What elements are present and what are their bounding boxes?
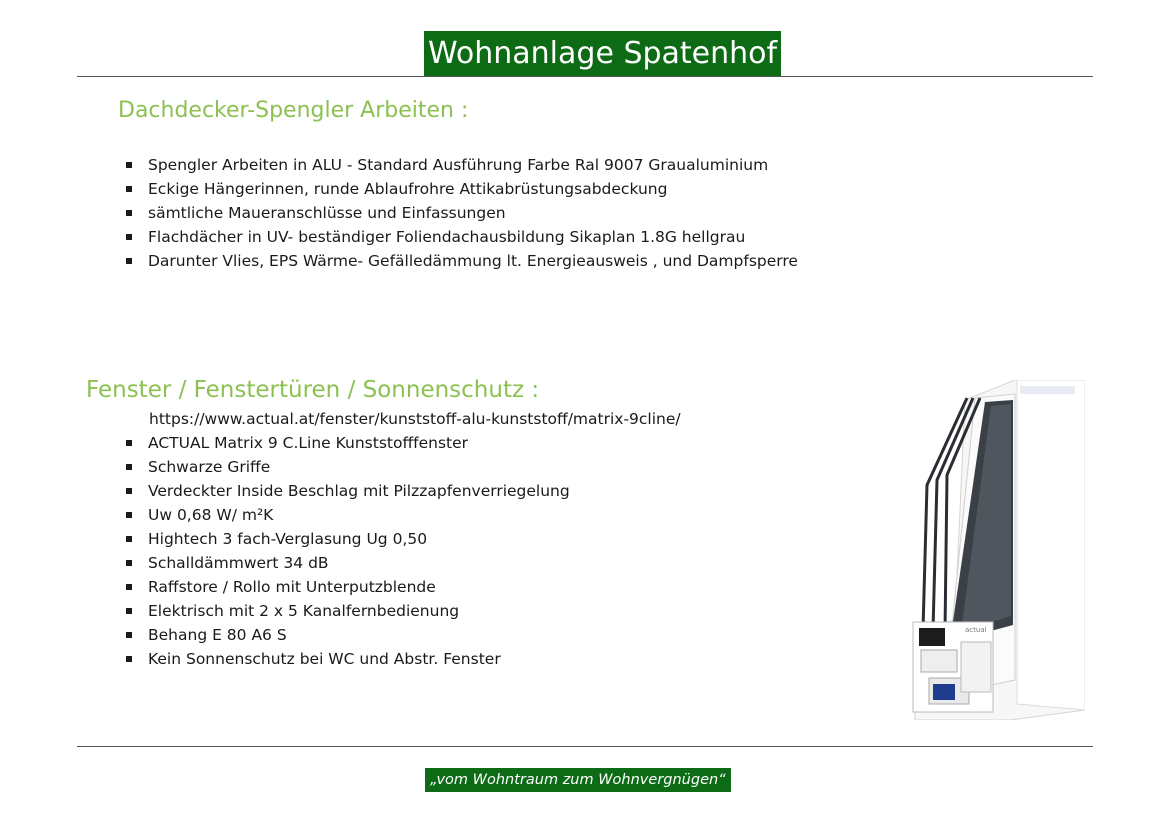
list-item: Elektrisch mit 2 x 5 Kanalfernbedienung	[123, 599, 570, 623]
list-item: sämtliche Maueranschlüsse und Einfassungen	[123, 201, 798, 225]
window-profile-image	[905, 380, 1085, 720]
list-item: Raffstore / Rollo mit Unterputzblende	[123, 575, 570, 599]
brand-mark: actual	[965, 626, 987, 634]
list-item: Uw 0,68 W/ m²K	[123, 503, 570, 527]
list-item: Schwarze Griffe	[123, 455, 570, 479]
list-item: Eckige Hängerinnen, runde Ablaufrohre Attikabrüstungsabdeckung	[123, 177, 798, 201]
windows-bullet-list	[123, 431, 570, 671]
top-divider	[77, 76, 1093, 77]
footer-slogan: „vom Wohntraum zum Wohnvergnügen“	[425, 768, 731, 792]
page-title: Wohnanlage Spatenhof	[424, 31, 781, 76]
list-item: Darunter Vlies, EPS Wärme- Gefälledämmung lt. Energieausweis , und Dampfsperre	[123, 249, 798, 273]
product-link[interactable]: https://www.actual.at/fenster/kunststoff-alu-kunststoff/matrix-9cline/	[149, 410, 681, 428]
list-item: Schalldämmwert 34 dB	[123, 551, 570, 575]
roof-section-heading: Dachdecker-Spengler Arbeiten :	[118, 98, 469, 123]
list-item: Behang E 80 A6 S	[123, 623, 570, 647]
list-item: ACTUAL Matrix 9 C.Line Kunststofffenster	[123, 431, 570, 455]
bottom-divider	[77, 746, 1093, 747]
windows-section-heading: Fenster / Fenstertüren / Sonnenschutz :	[86, 377, 540, 403]
list-item: Spengler Arbeiten in ALU - Standard Ausführung Farbe Ral 9007 Graualuminium	[123, 153, 798, 177]
list-item: Verdeckter Inside Beschlag mit Pilzzapfenverriegelung	[123, 479, 570, 503]
roof-bullet-list	[123, 153, 798, 273]
list-item: Flachdächer in UV- beständiger Foliendachausbildung Sikaplan 1.8G hellgrau	[123, 225, 798, 249]
list-item: Kein Sonnenschutz bei WC und Abstr. Fenster	[123, 647, 570, 671]
list-item: Hightech 3 fach-Verglasung Ug 0,50	[123, 527, 570, 551]
